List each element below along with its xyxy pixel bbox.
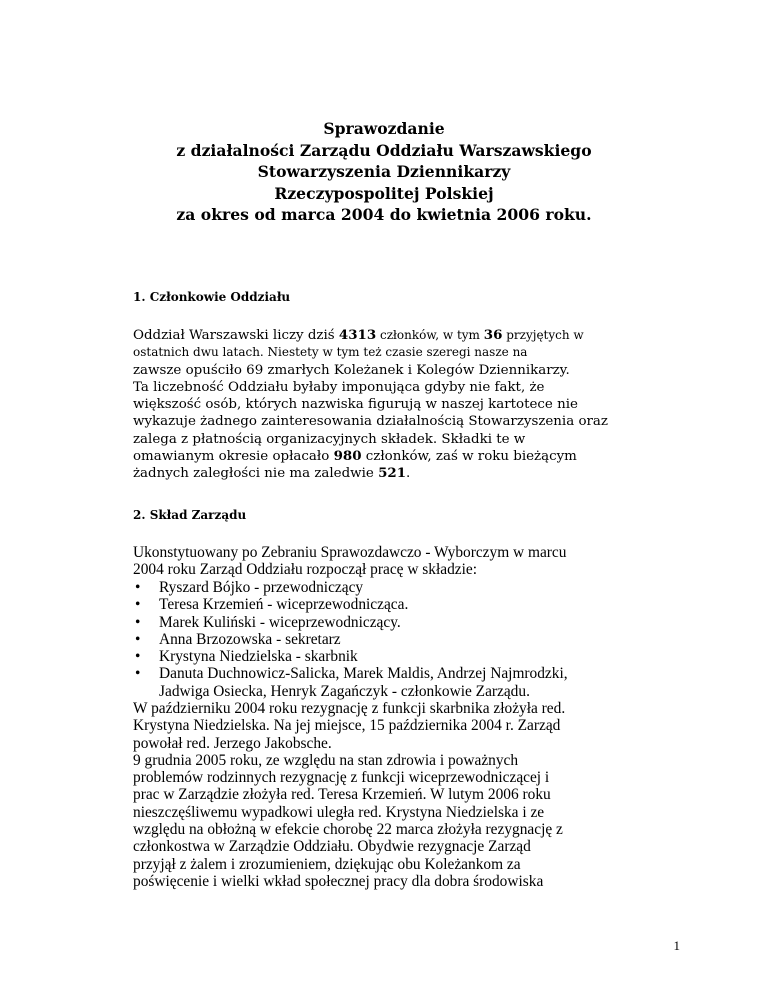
- list-item: [133, 665, 673, 682]
- section-2-paragraph: [133, 700, 673, 890]
- list-item-text: Ryszard Bójko - przewodniczący: [159, 579, 364, 596]
- list-item-continuation: [133, 683, 673, 700]
- section-2-intro: [133, 544, 673, 579]
- section-1-paragraph: [133, 327, 653, 483]
- title-line-5: za okres od marca 2004 do kwietnia 2006 roku.: [176, 205, 592, 224]
- board-member-list: [133, 579, 673, 700]
- bullet-icon: •: [135, 596, 141, 614]
- bullet-icon: •: [135, 630, 141, 648]
- paragraph-line: Krystyna Niedzielska. Na jej miejsce, 15 października 2004 r. Zarząd: [133, 717, 561, 735]
- title-line-4: Rzeczypospolitej Polskiej: [274, 183, 494, 203]
- paragraph-line: nieszczęśliwemu wypadkowi uległa red. Krystyna Niedzielska i ze: [133, 803, 545, 821]
- paragraph-line: [133, 465, 653, 482]
- page-number: 1: [673, 938, 680, 953]
- paragraph-line: ostatnich dwu latach. Niestety w tym też czasie szeregi nasze na: [133, 345, 528, 360]
- paragraph-line: większość osób, których nazwiska figurują w naszej kartotece nie: [133, 397, 578, 413]
- list-item: [133, 614, 673, 631]
- list-item: [133, 579, 673, 596]
- paragraph-line: poświęcenie i wielki wkład społecznej pracy dla dobra środowiska: [133, 872, 544, 890]
- paying-member-count: 980: [333, 448, 362, 465]
- paragraph-line: względu na obłożną w efekcie chorobę 22 marca złożyła rezygnację z: [133, 821, 563, 839]
- text-run: .: [406, 466, 411, 482]
- text-run: członków, zaś w roku bieżącym: [361, 449, 577, 465]
- member-count: 4313: [338, 327, 377, 343]
- bullet-icon: •: [135, 579, 141, 596]
- list-item: [133, 596, 673, 613]
- bullet-icon: •: [135, 613, 141, 631]
- section-1-heading: 1. Członkowie Oddziału: [133, 290, 291, 304]
- paragraph-line: przyjął z żalem i zrozumieniem, dziękując obu Koleżankom za: [133, 855, 521, 873]
- paragraph-line: 2004 roku Zarząd Oddziału rozpoczął pracę w składzie:: [133, 561, 477, 579]
- section-2-heading: 2. Skład Zarządu: [133, 508, 247, 522]
- paragraph-line: powołał red. Jerzego Jakobsche.: [133, 734, 332, 752]
- paragraph-line: [133, 448, 653, 465]
- paragraph-line: Ukonstytuowany po Zebraniu Sprawozdawczo - Wyborczym w marcu: [133, 544, 567, 561]
- title-line-1: Sprawozdanie: [323, 119, 445, 138]
- list-item: [133, 648, 673, 665]
- list-item: [133, 631, 673, 648]
- paragraph-line: 9 grudnia 2005 roku, ze względu na stan zdrowia i poważnych: [133, 751, 519, 769]
- text-run: Oddział Warszawski liczy dziś: [133, 328, 339, 343]
- bullet-icon: •: [135, 648, 141, 666]
- list-item-text: Jadwiga Osiecka, Henryk Zagańczyk - członkowie Zarządu.: [159, 682, 530, 700]
- text-run: członków, w tym: [376, 328, 484, 342]
- list-item-text: Danuta Duchnowicz-Salicka, Marek Maldis, Andrzej Najmrodzki,: [159, 665, 568, 683]
- text-run: przyjętych w: [502, 328, 584, 342]
- no-arrears-count: 521: [378, 465, 407, 482]
- paragraph-line: zalega z płatnością organizacyjnych składek. Składki te w: [133, 431, 526, 447]
- paragraph-line: W październiku 2004 roku rezygnację z funkcji skarbnika złożyła red.: [133, 700, 566, 717]
- list-item-text: Anna Brzozowska - sekretarz: [159, 630, 341, 648]
- text-run: omawianym okresie opłacało: [133, 449, 334, 465]
- paragraph-line: [133, 327, 653, 344]
- paragraph-line: członkostwa w Zarządzie Oddziału. Obydwie rezygnacje Zarząd: [133, 838, 531, 856]
- list-item-text: Teresa Krzemień - wiceprzewodnicząca.: [159, 596, 409, 614]
- title-line-2: z działalności Zarządu Oddziału Warszawskiego: [176, 140, 592, 160]
- paragraph-line: wykazuje żadnego zainteresowania działalnością Stowarzyszenia oraz: [133, 414, 608, 430]
- paragraph-line: problemów rodzinnych rezygnację z funkcji wiceprzewodniczącej i: [133, 769, 550, 787]
- title-line-3: Stowarzyszenia Dziennikarzy: [257, 162, 511, 181]
- paragraph-line: zawsze opuściło 69 zmarłych Koleżanek i Kolegów Dziennikarzy.: [133, 362, 570, 378]
- bullet-icon: •: [135, 665, 141, 683]
- text-run: żadnych zaległości nie ma zaledwie: [133, 466, 379, 482]
- paragraph-line: Ta liczebność Oddziału byłaby imponująca gdyby nie fakt, że: [133, 379, 545, 395]
- list-item-text: Marek Kuliński - wiceprzewodniczący.: [159, 613, 401, 631]
- list-item-text: Krystyna Niedzielska - skarbnik: [159, 648, 358, 666]
- report-title: [120, 118, 648, 226]
- new-member-count: 36: [483, 327, 503, 343]
- paragraph-line: prac w Zarządzie złożyła red. Teresa Krzemień. W lutym 2006 roku: [133, 786, 551, 804]
